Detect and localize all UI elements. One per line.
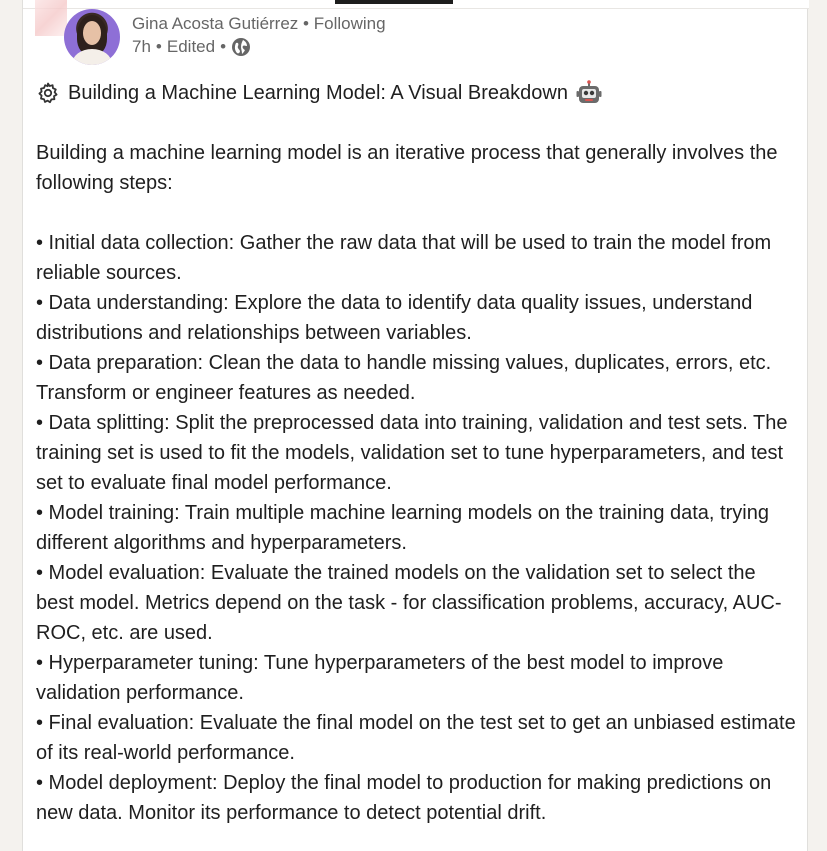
post-body [36,78,796,828]
previous-post-text-fragment [335,0,453,4]
separator-dot: • [303,14,314,33]
list-item: • Model deployment: Deploy the final model to production for making predictions on new data. Monitor its performance to detect potential drift. [36,772,772,824]
post-card [22,0,808,851]
post-intro: Building a machine learning model is an iterative process that generally involves the following steps: [36,142,778,194]
list-item: • Model training: Train multiple machine learning models on the training data, trying different algorithms and hyperparameters. [36,502,769,554]
post-timestamp[interactable]: 7h [132,37,151,56]
list-item: • Data preparation: Clean the data to handle missing values, duplicates, errors, etc. Transform or engineer features as needed. [36,352,772,404]
headline-text: Building a Machine Learning Model: A Visual Breakdown [68,82,568,104]
list-item: • Hyperparameter tuning: Tune hyperparameters of the best model to improve validation performance. [36,652,724,704]
list-item: • Final evaluation: Evaluate the final model on the test set to get an unbiased estimate of its real-world performance. [36,712,796,764]
list-item: • Initial data collection: Gather the raw data that will be used to train the model from reliable sources. [36,232,772,284]
separator-dot: • [155,37,162,56]
avatar-face [83,21,101,45]
robot-icon [576,80,602,106]
list-item: • Data understanding: Explore the data to identify data quality issues, understand distributions and relationships between variables. [36,292,753,344]
separator-dot: • [220,37,227,56]
avatar[interactable] [64,9,120,65]
edited-label: Edited [166,37,216,56]
globe-icon [231,37,251,57]
previous-post-edge [23,0,809,9]
gear-icon [36,81,60,105]
previous-post-thumbnail [35,0,67,36]
post-headline [36,78,796,108]
list-item: • Model evaluation: Evaluate the trained models on the validation set to select the best model. Metrics depend on the task - for classification problems, accuracy, AUC-ROC, etc. are used. [36,562,782,644]
follow-status: Following [313,14,386,33]
author-name[interactable]: Gina Acosta Gutiérrez [132,14,299,33]
post-meta [132,37,251,57]
list-item: • Data splitting: Split the preprocessed data into training, validation and test sets. The training set is used to fit the models, validation set to tune hyperparameters, and test set to evaluate final model performance. [36,412,788,494]
author-line [132,14,386,34]
avatar-shirt [72,49,112,65]
